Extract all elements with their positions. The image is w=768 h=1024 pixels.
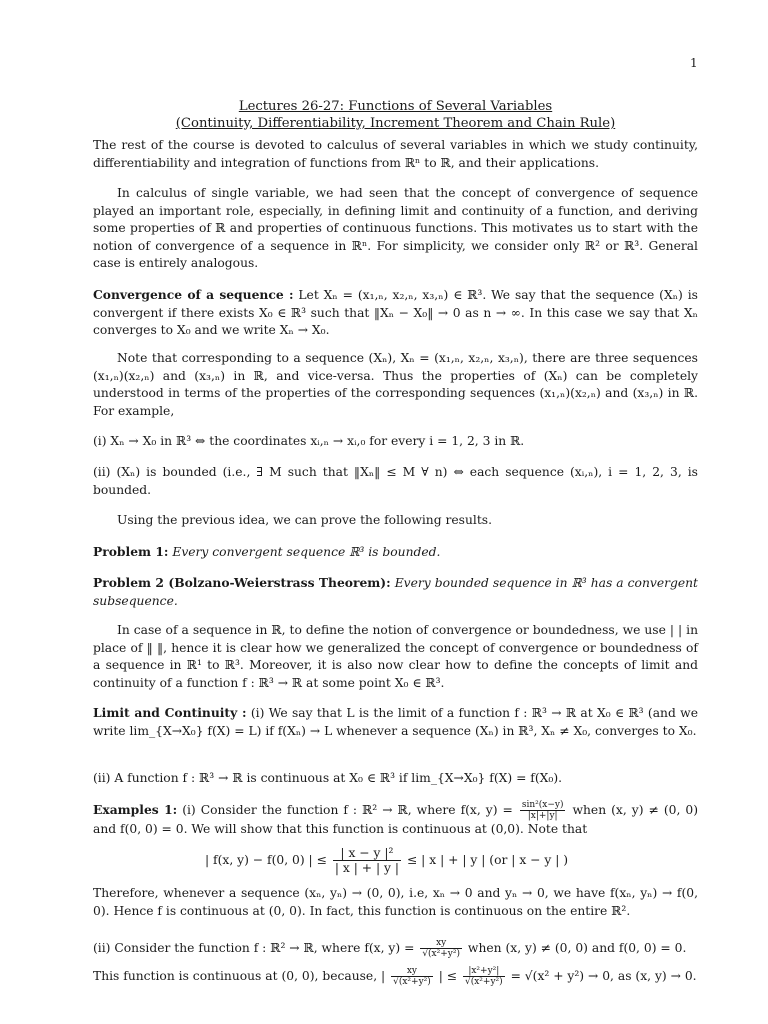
- problem-2-statement: Every bounded sequence in ℝ³ has a convergent subsequence.: [93, 576, 698, 608]
- title-line-1: Lectures 26-27: Functions of Several Variables: [238, 99, 553, 114]
- example-heading: Examples 1:: [93, 802, 178, 817]
- limit-text: (i) We say that L is the limit of a function f : ℝ³ → ℝ at X₀ ∈ ℝ³ (and we write lim_{X→X₀} f(X) = L) if f(Xₙ) → L whenever a sequence (Xₙ) in ℝ³, Xₙ ≠ X₀, converges to X₀.: [93, 706, 698, 738]
- problem-1-statement: Every convergent sequence ℝ³ is bounded.: [172, 545, 441, 559]
- example-2-text-d: | ≤: [438, 969, 458, 983]
- example-1-text-c: and f(0, 0) = 0. We will show that this function is continuous at (0,0). Note that: [93, 822, 588, 836]
- title-line-2: (Continuity, Differentiability, Increment Theorem and Chain Rule): [175, 116, 616, 131]
- example-2-denominator: √(x²+y²): [422, 949, 460, 959]
- problem-1: [93, 543, 698, 562]
- example-2-fraction-2: [391, 966, 433, 987]
- convergence-definition: [93, 286, 698, 340]
- example-2-fraction-3: [463, 966, 505, 987]
- single-variable-paragraph: In calculus of single variable, we had seen that the concept of convergence of sequence played an important role, especially, in defining limit and continuity of a function, and deriving some properties of ℝ and properties of continuous functions. This motivates us to start with the notion of convergence of a sequence in ℝⁿ. For simplicity, we consider only ℝ² or ℝ³. General case is entirely analogous.: [93, 186, 698, 270]
- using-previous-idea: Using the previous idea, we can prove the following results.: [117, 513, 492, 527]
- therefore-paragraph: Therefore, whenever a sequence (xₙ, yₙ) → (0, 0), i.e, xₙ → 0 and yₙ → 0, we have f(xₙ, yₙ) → f(0, 0). Hence f is continuous at (0, 0). In fact, this function is continuous on the entire ℝ².: [93, 886, 698, 918]
- property-item-i: (i) Xₙ → X₀ in ℝ³ ⇔ the coordinates xᵢ,ₙ → xᵢ,₀ for every i = 1, 2, 3 in ℝ.: [93, 434, 525, 448]
- norm-paragraph: In case of a sequence in ℝ, to define the notion of convergence or boundedness, we use | | in place of ‖ ‖, hence it is clear how we generalized the concept of convergence or boundedness of a sequence in ℝ¹ to ℝ³. Moreover, it is also now clear how to define the concepts of limit and continuity of a function f : ℝ³ → ℝ at some point X₀ ∈ ℝ³.: [93, 623, 698, 690]
- problem-1-heading: Problem 1:: [93, 544, 169, 559]
- example-2-numerator: xy: [420, 938, 462, 949]
- example-1: [93, 800, 698, 839]
- example-2: [93, 934, 698, 990]
- problem-2-heading: Problem 2 (Bolzano-Weierstrass Theorem):: [93, 575, 391, 590]
- page-number: 1: [690, 56, 698, 70]
- example-2-text-a: (ii) Consider the function f : ℝ² → ℝ, where f(x, y) =: [93, 941, 415, 955]
- problem-2: [93, 574, 698, 610]
- inequality-equation: [205, 846, 568, 875]
- example-2-fraction-3-numerator: |x²+y²|: [463, 966, 505, 977]
- equation-fraction: [333, 846, 401, 875]
- example-1-text-a: (i) Consider the function f : ℝ² → ℝ, where f(x, y) =: [182, 803, 513, 817]
- fraction-denominator: |x|+|y|: [527, 811, 558, 821]
- lecture-title: [93, 98, 698, 132]
- example-2-fraction-2-denominator: √(x²+y²): [393, 977, 431, 987]
- limit-heading: Limit and Continuity :: [93, 705, 247, 720]
- example-2-fraction-2-numerator: xy: [391, 966, 433, 977]
- example-1-text-b: when (x, y) ≠ (0, 0): [572, 803, 698, 817]
- example-1-fraction: [520, 800, 566, 821]
- example-2-fraction-3-denominator: √(x²+y²): [464, 977, 503, 987]
- equation-denominator: | x | + | y |: [334, 861, 400, 875]
- equation-numerator: | x − y |²: [333, 846, 401, 861]
- equation-lhs: | f(x, y) − f(0, 0) | ≤: [205, 853, 327, 867]
- convergence-heading: Convergence of a sequence :: [93, 287, 294, 302]
- equation-rhs: ≤ | x | + | y | (or | x − y | ): [406, 853, 569, 867]
- example-2-text-c: This function is continuous at (0, 0), because, |: [93, 969, 386, 983]
- example-2-text-e: = √(x² + y²) → 0, as (x, y) → 0.: [510, 969, 697, 983]
- sequence-components-paragraph: Note that corresponding to a sequence (Xₙ), Xₙ = (x₁,ₙ, x₂,ₙ, x₃,ₙ), there are three sequences (x₁,ₙ)(x₂,ₙ) and (x₃,ₙ) in ℝ, and vice-versa. Thus the properties of (Xₙ) can be completely understood in terms of the properties of the corresponding sequences (x₁,ₙ)(x₂,ₙ) and (x₃,ₙ) in ℝ. For example,: [93, 351, 698, 418]
- intro-paragraph: The rest of the course is devoted to calculus of several variables in which we study continuity, differentiability and integration of functions from ℝⁿ to ℝ, and their applications.: [93, 138, 698, 170]
- property-item-ii: (ii) (Xₙ) is bounded (i.e., ∃ M such that ‖Xₙ‖ ≤ M ∀ n) ⇔ each sequence (xᵢ,ₙ), i = 1, 2, 3, is bounded.: [93, 465, 698, 497]
- limit-continuity-definition: [93, 704, 698, 740]
- fraction-numerator: sin²(x−y): [521, 800, 564, 810]
- convergence-text: Let Xₙ = (x₁,ₙ, x₂,ₙ, x₃,ₙ) ∈ ℝ³. We say that the sequence (Xₙ) is convergent if there exists X₀ ∈ ℝ³ such that ‖Xₙ − X₀‖ → 0 as n → ∞. In this case we say that Xₙ converges to X₀ and we write Xₙ → X₀.: [93, 288, 698, 337]
- continuity-definition: (ii) A function f : ℝ³ → ℝ is continuous at X₀ ∈ ℝ³ if lim_{X→X₀} f(X) = f(X₀).: [93, 771, 563, 785]
- example-2-fraction: [420, 938, 462, 959]
- example-2-text-b: when (x, y) ≠ (0, 0) and f(0, 0) = 0.: [467, 941, 687, 955]
